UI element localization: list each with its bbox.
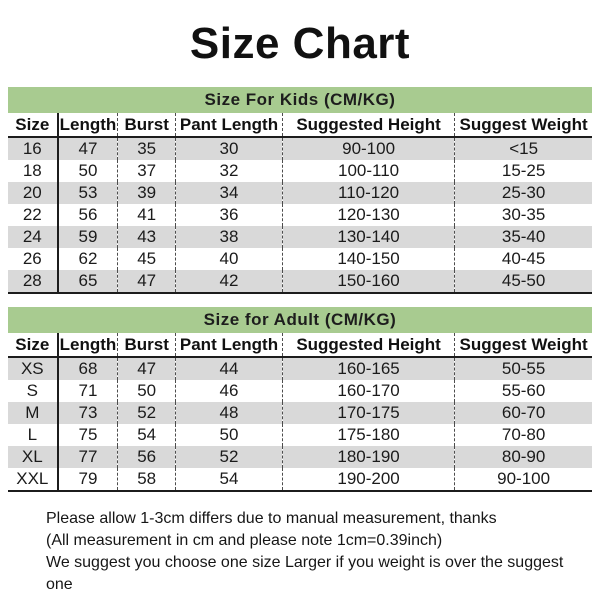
column-header: Suggest Weight <box>455 333 592 357</box>
table-cell: 40 <box>176 248 283 270</box>
measurement-notes <box>46 508 592 596</box>
table-cell: L <box>8 424 58 446</box>
adult-table-header-row <box>8 333 592 357</box>
table-cell: 130-140 <box>282 226 454 248</box>
table-cell: 90-100 <box>282 137 454 160</box>
table-cell: 180-190 <box>282 446 454 468</box>
table-row <box>8 446 592 468</box>
table-cell: 36 <box>176 204 283 226</box>
table-row <box>8 380 592 402</box>
table-cell: 39 <box>118 182 176 204</box>
table-cell: 40-45 <box>501 249 546 268</box>
adult-size-table <box>8 333 592 492</box>
table-cell: XL <box>8 446 58 468</box>
table-row <box>8 204 592 226</box>
table-cell: 170-175 <box>282 402 454 424</box>
table-row <box>8 182 592 204</box>
note-line: We suggest you choose one size Larger if you weight is over the suggest one <box>46 554 564 593</box>
kids-size-table <box>8 113 592 294</box>
adult-size-section <box>0 307 600 492</box>
note-line: (All measurement in cm and please note 1cm=0.39inch) <box>46 532 443 549</box>
column-header: Suggest Weight <box>455 113 592 137</box>
table-cell: 42 <box>176 270 283 293</box>
table-cell: XS <box>8 357 58 380</box>
kids-section-header: Size For Kids (CM/KG) <box>8 87 592 113</box>
table-cell: 30 <box>176 137 283 160</box>
table-cell: S <box>8 380 58 402</box>
table-row <box>8 248 592 270</box>
table-cell: 71 <box>58 380 118 402</box>
table-cell: 190-200 <box>282 468 454 491</box>
table-cell: 24 <box>8 226 58 248</box>
table-cell: 18 <box>8 160 58 182</box>
table-cell: 73 <box>58 402 118 424</box>
table-cell: 41 <box>118 204 176 226</box>
table-row <box>8 402 592 424</box>
table-cell: 37 <box>118 160 176 182</box>
table-row <box>8 270 592 293</box>
table-cell: 52 <box>176 446 283 468</box>
table-cell: 77 <box>58 446 118 468</box>
table-cell: 44 <box>176 357 283 380</box>
table-cell: 34 <box>176 182 283 204</box>
table-cell: 50-55 <box>455 357 592 380</box>
table-cell: 60-70 <box>455 402 592 424</box>
note-line: Please allow 1-3cm differs due to manual measurement, thanks <box>46 510 497 527</box>
table-cell: 26 <box>8 248 58 270</box>
table-row <box>8 226 592 248</box>
column-header: Burst <box>118 333 176 357</box>
table-cell: 54 <box>176 468 283 491</box>
table-cell: 175-180 <box>282 424 454 446</box>
column-header: Pant Length <box>176 333 283 357</box>
kids-size-section <box>0 87 600 294</box>
table-row <box>8 137 592 160</box>
table-cell: 47 <box>58 137 118 160</box>
table-cell: 52 <box>118 402 176 424</box>
table-cell: <15 <box>455 137 592 160</box>
table-row <box>8 424 592 446</box>
table-cell: 56 <box>58 204 118 226</box>
table-cell: 50 <box>58 160 118 182</box>
table-cell: 79 <box>58 468 118 491</box>
table-cell: 90-100 <box>497 469 551 488</box>
table-cell: 54 <box>118 424 176 446</box>
column-header: Length <box>58 113 118 137</box>
table-cell: 35-40 <box>455 226 592 248</box>
table-cell: 20 <box>8 182 58 204</box>
table-cell: 160-170 <box>282 380 454 402</box>
table-cell: 80-90 <box>455 446 592 468</box>
table-cell: 47 <box>118 357 176 380</box>
table-cell: 46 <box>176 380 283 402</box>
table-cell: 75 <box>58 424 118 446</box>
table-cell: 45-50 <box>455 270 592 293</box>
table-cell: 70-80 <box>501 425 546 444</box>
table-cell: 100-110 <box>282 160 454 182</box>
table-cell: XXL <box>8 468 58 491</box>
column-header: Length <box>58 333 118 357</box>
table-cell: 35 <box>118 137 176 160</box>
table-cell: 56 <box>118 446 176 468</box>
table-cell: 50 <box>118 380 176 402</box>
page-title: Size Chart <box>189 18 411 68</box>
column-header: Size <box>8 333 58 357</box>
kids-table-header-row <box>8 113 592 137</box>
table-cell: 65 <box>58 270 118 293</box>
table-cell: 38 <box>176 226 283 248</box>
table-row <box>8 160 592 182</box>
table-cell: 15-25 <box>501 161 546 180</box>
column-header: Suggested Height <box>282 113 454 137</box>
table-cell: 110-120 <box>282 182 454 204</box>
table-cell: 22 <box>8 204 58 226</box>
table-cell: 59 <box>58 226 118 248</box>
table-cell: 62 <box>58 248 118 270</box>
table-row <box>8 468 592 491</box>
table-cell: 45 <box>118 248 176 270</box>
kids-table-body <box>8 137 592 293</box>
table-row <box>8 357 592 380</box>
table-cell: 50 <box>176 424 283 446</box>
table-cell: 68 <box>58 357 118 380</box>
table-cell: 48 <box>176 402 283 424</box>
table-cell: M <box>8 402 58 424</box>
table-cell: 43 <box>118 226 176 248</box>
table-cell: 28 <box>8 270 58 293</box>
table-cell: 16 <box>8 137 58 160</box>
column-header: Pant Length <box>176 113 283 137</box>
column-header: Size <box>8 113 58 137</box>
column-header: Burst <box>118 113 176 137</box>
column-header: Suggested Height <box>282 333 454 357</box>
table-cell: 30-35 <box>501 205 546 224</box>
table-cell: 47 <box>118 270 176 293</box>
table-cell: 140-150 <box>282 248 454 270</box>
table-cell: 32 <box>176 160 283 182</box>
adult-section-header: Size for Adult (CM/KG) <box>8 307 592 333</box>
table-cell: 160-165 <box>282 357 454 380</box>
table-cell: 120-130 <box>282 204 454 226</box>
adult-table-body <box>8 357 592 491</box>
table-cell: 25-30 <box>455 182 592 204</box>
table-cell: 58 <box>118 468 176 491</box>
table-cell: 53 <box>58 182 118 204</box>
table-cell: 150-160 <box>282 270 454 293</box>
table-cell: 55-60 <box>501 381 546 400</box>
